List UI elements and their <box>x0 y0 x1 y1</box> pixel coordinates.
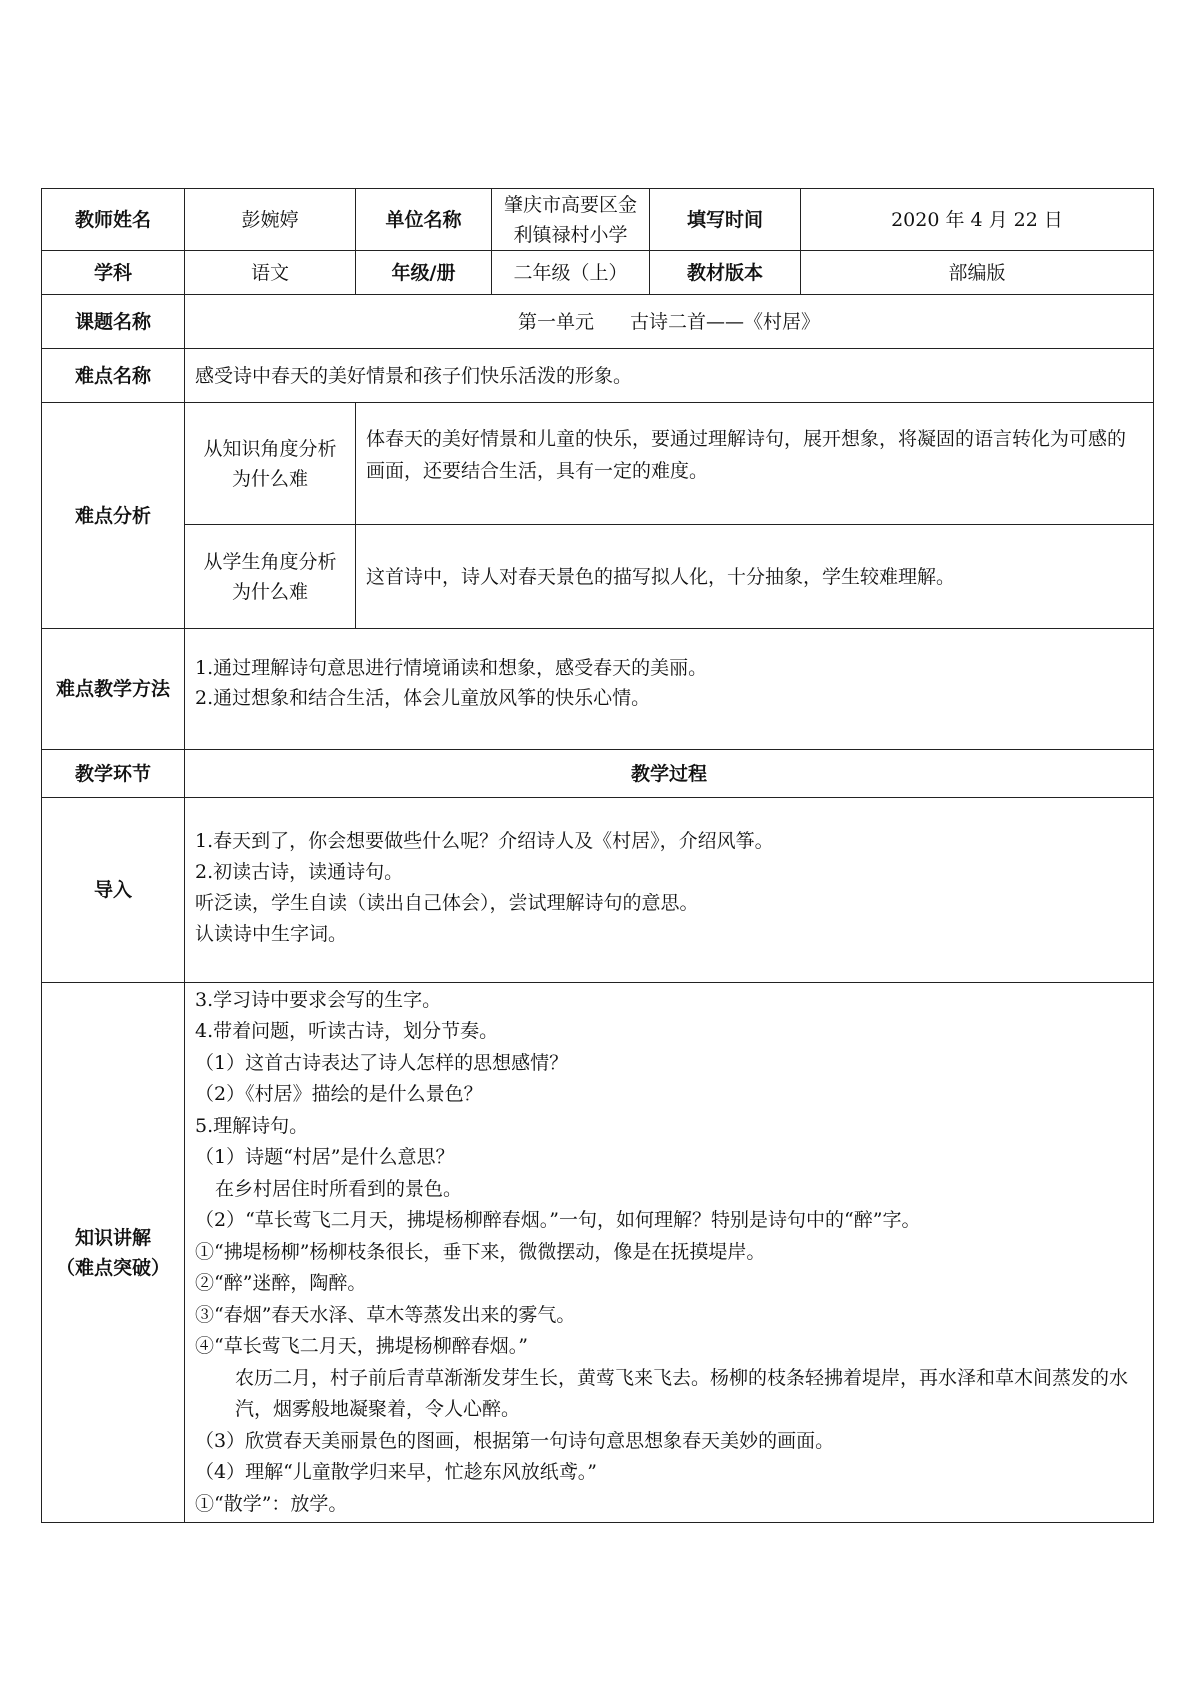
knowledge-line: （1）这首古诗表达了诗人怎样的思想感情？ <box>195 1051 569 1074</box>
unit-label: 单位名称 <box>356 189 492 251</box>
unit-value <box>492 189 650 251</box>
stage-header: 教学环节 <box>42 750 185 798</box>
knowledge-line: ③“春烟”春天水泽、草木等蒸发出来的雾气。 <box>195 1303 576 1326</box>
intro-line-1: 1.春天到了，你会想要做些什么呢？介绍诗人及《村居》，介绍风筝。 <box>195 830 774 852</box>
knowledge-line: ①“拂堤杨柳”杨柳枝条很长，垂下来，微微摆动，像是在抚摸堤岸。 <box>195 1240 766 1263</box>
header-row-2 <box>42 251 1154 295</box>
knowledge-line: ①“散学”：放学。 <box>195 1492 348 1515</box>
topic-value <box>185 295 1154 349</box>
knowledge-line: （1）诗题“村居”是什么意思？ <box>195 1146 455 1169</box>
unit-value-line2: 利镇禄村小学 <box>513 223 628 246</box>
difficulty-label: 难点名称 <box>42 349 185 403</box>
grade-value: 二年级（上） <box>492 251 650 295</box>
unit-value-line1: 肇庆市高要区金 <box>503 193 637 216</box>
knowledge-line: ②“醉”迷醉，陶醉。 <box>195 1272 367 1295</box>
date-label: 填写时间 <box>650 189 801 251</box>
knowledge-line: 4.带着问题，听读古诗，划分节奏。 <box>195 1020 499 1043</box>
topic-row <box>42 295 1154 349</box>
topic-label: 课题名称 <box>42 295 185 349</box>
knowledge-line: （3）欣赏春天美丽景色的图画，根据第一句诗句意思想象春天美妙的画面。 <box>195 1429 835 1452</box>
edition-label: 教材版本 <box>650 251 801 295</box>
analysis-row-student <box>42 525 1154 629</box>
intro-line-4: 认读诗中生字词。 <box>195 923 348 945</box>
analysis-row-knowledge <box>42 403 1154 525</box>
difficulty-value: 感受诗中春天的美好情景和孩子们快乐活泼的形象。 <box>185 349 1154 403</box>
method-list <box>185 629 1154 750</box>
knowledge-content <box>185 983 1154 1523</box>
knowledge-line: ④“草长莺飞二月天，拂堤杨柳醉春烟。” <box>195 1335 528 1358</box>
grade-label: 年级/册 <box>356 251 492 295</box>
knowledge-line: 农历二月，村子前后青草渐渐发芽生长，黄莺飞来飞去。杨柳的枝条轻拂着堤岸，再水泽和草木间蒸发的水汽，烟雾般地凝聚着，令人心醉。 <box>235 1366 1129 1421</box>
intro-line-3: 听泛读，学生自读（读出自己体会），尝试理解诗句的意思。 <box>195 892 699 914</box>
method-row <box>42 629 1154 750</box>
student-angle-text: 这首诗中，诗人对春天景色的描写拟人化，十分抽象，学生较难理解。 <box>356 525 1154 629</box>
topic-title: 古诗二首——《村居》 <box>630 310 821 333</box>
process-header: 教学过程 <box>185 750 1154 798</box>
process-header-row <box>42 750 1154 798</box>
knowledge-line: （2）“草长莺飞二月天，拂堤杨柳醉春烟。”一句，如何理解？特别是诗句中的“醉”字。 <box>195 1209 921 1232</box>
intro-row <box>42 798 1154 983</box>
teacher-value: 彭婉婷 <box>185 189 356 251</box>
knowledge-angle-label: 从知识角度分析 为什么难 <box>185 403 356 525</box>
edition-value: 部编版 <box>801 251 1154 295</box>
topic-unit: 第一单元 <box>517 310 594 333</box>
intro-content <box>185 798 1154 983</box>
date-value: 2020 年 4 月 22 日 <box>801 189 1154 251</box>
intro-label: 导入 <box>42 798 185 983</box>
knowledge-row <box>42 983 1154 1523</box>
lesson-plan-table <box>41 188 1154 1523</box>
method-item-2: 2.通过想象和结合生活，体会儿童放风筝的快乐心情。 <box>195 687 651 709</box>
analysis-label: 难点分析 <box>42 403 185 629</box>
knowledge-angle-text: 体春天的美好情景和儿童的快乐，要通过理解诗句，展开想象，将凝固的语言转化为可感的画面，还要结合生活，具有一定的难度。 <box>356 403 1154 525</box>
knowledge-line: （4）理解“儿童散学归来早，忙趁东风放纸鸢。” <box>195 1461 598 1484</box>
subject-value: 语文 <box>185 251 356 295</box>
knowledge-line: 在乡村居住时所看到的景色。 <box>215 1177 463 1200</box>
teacher-label: 教师姓名 <box>42 189 185 251</box>
method-label: 难点教学方法 <box>42 629 185 750</box>
knowledge-label: 知识讲解 （难点突破） <box>42 983 185 1523</box>
subject-label: 学科 <box>42 251 185 295</box>
difficulty-row <box>42 349 1154 403</box>
header-row-1 <box>42 189 1154 251</box>
intro-line-2: 2.初读古诗，读通诗句。 <box>195 861 404 883</box>
method-item-1: 1.通过理解诗句意思进行情境诵读和想象，感受春天的美丽。 <box>195 657 708 679</box>
knowledge-line: 5.理解诗句。 <box>195 1114 309 1137</box>
knowledge-line: （2）《村居》描绘的是什么景色？ <box>195 1083 483 1106</box>
knowledge-line: 3.学习诗中要求会写的生字。 <box>195 988 442 1011</box>
student-angle-label: 从学生角度分析 为什么难 <box>185 525 356 629</box>
